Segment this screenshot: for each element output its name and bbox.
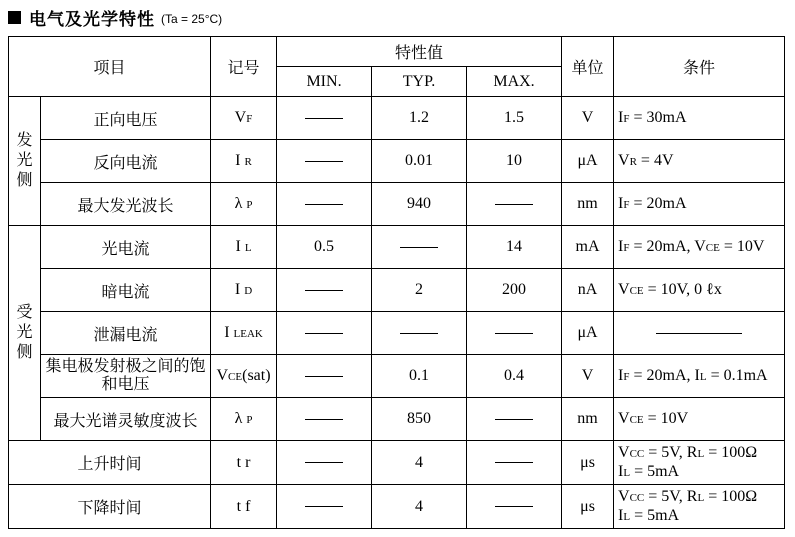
- section-header: [8, 6, 222, 28]
- cond-sub2: L: [699, 370, 707, 383]
- typ-value: 2: [415, 281, 424, 298]
- typ-cell: [372, 398, 467, 441]
- min-dash: [305, 161, 343, 162]
- item-name: [41, 355, 211, 398]
- symbol-text: V: [234, 109, 247, 126]
- symbol: [211, 485, 277, 529]
- min-cell: [277, 269, 372, 312]
- cond-text: = 5V,: [644, 443, 687, 461]
- symbol-subscript: D: [244, 285, 253, 297]
- symbol-subscript: F: [246, 113, 253, 125]
- symbol-text: t f: [236, 497, 251, 515]
- cond-sub: CE: [629, 413, 644, 426]
- cond-var3: I: [618, 506, 624, 524]
- symbol: [211, 441, 277, 485]
- max-cell: [467, 441, 562, 485]
- symbol: [211, 140, 277, 183]
- cond-text3: = 5mA: [630, 506, 680, 524]
- unit: [562, 312, 614, 355]
- cond-var: I: [618, 366, 624, 384]
- max-value: 10: [506, 152, 523, 169]
- max-value: 14: [506, 238, 523, 255]
- max-cell: [467, 97, 562, 140]
- symbol-subscript: P: [246, 414, 253, 426]
- symbol: [211, 312, 277, 355]
- table-row: [9, 97, 785, 140]
- symbol-subscript: L: [244, 242, 252, 254]
- symbol-subscript: CE: [228, 371, 243, 383]
- table-row: [9, 398, 785, 441]
- condition: [614, 312, 785, 355]
- typ-cell: [372, 441, 467, 485]
- table-row: [9, 140, 785, 183]
- condition: [614, 441, 785, 485]
- symbol-subscript: LEAK: [233, 328, 263, 340]
- min-cell: [277, 183, 372, 226]
- unit: [562, 183, 614, 226]
- min-dash: [305, 376, 343, 377]
- table-row: [9, 312, 785, 355]
- max-dash: [495, 419, 533, 420]
- cond-sub: F: [623, 198, 630, 211]
- cond-var: I: [618, 237, 624, 255]
- typ-cell: [372, 97, 467, 140]
- typ-value: 940: [407, 195, 432, 212]
- typ-cell: [372, 140, 467, 183]
- min-value: 0.5: [314, 238, 335, 255]
- max-cell: [467, 485, 562, 529]
- typ-cell: [372, 355, 467, 398]
- typ-value: 0.01: [405, 152, 434, 169]
- group-label-emitter: [9, 97, 41, 226]
- col-header-typ: TYP.: [372, 67, 467, 97]
- item-name-text: 最大光谱灵敏度波长: [53, 412, 198, 430]
- cond-var2: V: [694, 237, 706, 255]
- cond-sub: CC: [629, 491, 645, 504]
- table-row: [9, 183, 785, 226]
- typ-dash: [400, 333, 438, 334]
- unit: [562, 485, 614, 529]
- cond-var: I: [618, 108, 624, 126]
- group-label-receiver: [9, 226, 41, 441]
- typ-value: 1.2: [409, 109, 430, 126]
- symbol-text: I: [224, 324, 234, 341]
- min-dash: [305, 419, 343, 420]
- cond-sub3: L: [623, 466, 631, 479]
- typ-dash: [400, 247, 438, 248]
- cond-var: V: [618, 487, 630, 505]
- item-name-text: 最大发光波长: [77, 197, 174, 215]
- cond-sub: R: [629, 155, 637, 168]
- group-label-text: 发光侧: [16, 132, 33, 189]
- cond-var2: I: [694, 366, 700, 384]
- cond-text2: 0 ℓx: [694, 280, 722, 298]
- symbol-text: λ: [234, 410, 247, 427]
- condition: [614, 183, 785, 226]
- condition: [614, 269, 785, 312]
- condition: [614, 97, 785, 140]
- unit: [562, 355, 614, 398]
- cond-text: = 10V: [643, 409, 689, 427]
- typ-cell: [372, 226, 467, 269]
- symbol-subscript: R: [244, 156, 252, 168]
- symbol: [211, 183, 277, 226]
- min-cell: [277, 140, 372, 183]
- typ-cell: [372, 312, 467, 355]
- unit-text: V: [581, 367, 594, 384]
- item-name-text: 暗电流: [101, 283, 150, 301]
- item-name: [41, 183, 211, 226]
- item-name: [9, 441, 211, 485]
- item-name-text: 下降时间: [77, 500, 142, 517]
- max-cell: [467, 140, 562, 183]
- unit-text: μs: [580, 497, 595, 515]
- col-header-min: MIN.: [277, 67, 372, 97]
- cond-text: = 20mA,: [629, 237, 695, 255]
- unit-text: mA: [575, 238, 600, 255]
- min-cell: [277, 355, 372, 398]
- cond-sub2: L: [697, 491, 705, 504]
- min-dash: [305, 204, 343, 205]
- cond-text2: = 100Ω: [704, 487, 758, 505]
- cond-var2: R: [686, 487, 698, 505]
- symbol-suffix: (sat): [242, 367, 271, 384]
- min-dash: [305, 462, 343, 463]
- cond-text: = 10V,: [643, 280, 695, 298]
- min-cell: [277, 226, 372, 269]
- max-cell: [467, 226, 562, 269]
- cond-sub3: L: [623, 510, 631, 523]
- unit: [562, 398, 614, 441]
- cond-text: = 4V: [636, 151, 674, 169]
- col-header-symbol: 记号: [211, 37, 277, 97]
- typ-cell: [372, 269, 467, 312]
- condition: [614, 226, 785, 269]
- min-cell: [277, 398, 372, 441]
- condition: [614, 355, 785, 398]
- cond-text: = 20mA,: [629, 366, 695, 384]
- symbol: [211, 226, 277, 269]
- unit-text: V: [581, 109, 594, 126]
- typ-value: 850: [407, 410, 432, 427]
- item-name-text: 泄漏电流: [93, 326, 158, 344]
- item-name: [41, 312, 211, 355]
- symbol-text: I: [234, 281, 245, 298]
- unit: [562, 441, 614, 485]
- square-bullet-icon: [8, 11, 21, 24]
- item-name: [41, 269, 211, 312]
- table-row: [9, 226, 785, 269]
- cond-var3: I: [618, 462, 624, 480]
- cond-var: V: [618, 409, 630, 427]
- typ-value: 4: [415, 453, 424, 471]
- symbol: [211, 398, 277, 441]
- typ-value: 4: [415, 497, 424, 515]
- cond-var: V: [618, 443, 630, 461]
- symbol-text: t r: [236, 453, 251, 471]
- max-value: 200: [502, 281, 527, 298]
- symbol-subscript: P: [246, 199, 253, 211]
- min-dash: [305, 506, 343, 507]
- table-row: [9, 485, 785, 529]
- max-dash: [495, 506, 533, 507]
- min-dash: [305, 333, 343, 334]
- unit: [562, 97, 614, 140]
- cond-text2: = 0.1mA: [706, 366, 768, 384]
- item-name: [41, 140, 211, 183]
- min-cell: [277, 485, 372, 529]
- cond-sub2: CE: [705, 241, 720, 254]
- max-dash: [495, 462, 533, 463]
- item-name-text: 上升时间: [77, 456, 142, 473]
- cond-sub: CE: [629, 284, 644, 297]
- cond-var: I: [618, 194, 624, 212]
- item-name-text: 光电流: [101, 240, 150, 258]
- col-header-unit: 单位: [562, 37, 614, 97]
- item-name: [9, 485, 211, 529]
- item-name: [41, 226, 211, 269]
- unit: [562, 269, 614, 312]
- unit-text: nm: [577, 195, 598, 212]
- max-value: 0.4: [504, 367, 525, 384]
- min-cell: [277, 97, 372, 140]
- min-cell: [277, 312, 372, 355]
- typ-value: 0.1: [409, 367, 430, 384]
- unit-text: nm: [577, 410, 598, 427]
- max-cell: [467, 183, 562, 226]
- typ-cell: [372, 183, 467, 226]
- unit: [562, 140, 614, 183]
- cond-text3: = 5mA: [630, 462, 680, 480]
- item-name: [41, 398, 211, 441]
- condition: [614, 485, 785, 529]
- max-cell: [467, 269, 562, 312]
- min-dash: [305, 118, 343, 119]
- max-cell: [467, 398, 562, 441]
- min-cell: [277, 441, 372, 485]
- col-header-item: 项目: [9, 37, 211, 97]
- cond-text: = 30mA: [629, 108, 687, 126]
- item-name-text: 集电极发射极之间的饱和电压: [45, 358, 206, 393]
- cond-sub: CC: [629, 447, 645, 460]
- table-row: [9, 355, 785, 398]
- typ-cell: [372, 485, 467, 529]
- cond-var: V: [618, 151, 630, 169]
- cond-var2: R: [686, 443, 698, 461]
- cond-sub2: L: [697, 447, 705, 460]
- condition: [614, 140, 785, 183]
- symbol-text: I: [235, 238, 245, 255]
- item-name: [41, 97, 211, 140]
- item-name-text: 正向电压: [93, 111, 158, 129]
- cond-sub: F: [623, 112, 630, 125]
- col-header-value: 特性值: [277, 37, 562, 67]
- cond-text2: = 100Ω: [704, 443, 758, 461]
- cond-var: V: [618, 280, 630, 298]
- max-dash: [495, 333, 533, 334]
- min-dash: [305, 290, 343, 291]
- cond-text2: = 10V: [719, 237, 765, 255]
- cond-sub: F: [623, 370, 630, 383]
- symbol: [211, 97, 277, 140]
- symbol: [211, 355, 277, 398]
- cond-text: = 5V,: [644, 487, 687, 505]
- symbol-text: V: [216, 367, 229, 384]
- unit: [562, 226, 614, 269]
- col-header-max: MAX.: [467, 67, 562, 97]
- cond-sub: F: [623, 241, 630, 254]
- cond-text: = 20mA: [629, 194, 687, 212]
- unit-text: μA: [577, 152, 598, 169]
- symbol-text: λ: [234, 195, 247, 212]
- condition: [614, 398, 785, 441]
- spec-table: [8, 36, 785, 529]
- table-row: [9, 269, 785, 312]
- group-label-text: 受光侧: [16, 304, 33, 361]
- max-dash: [495, 204, 533, 205]
- symbol: [211, 269, 277, 312]
- unit-text: μs: [580, 453, 595, 471]
- unit-text: nA: [577, 281, 598, 298]
- section-condition: (Ta = 25°C): [161, 12, 223, 26]
- condition-dash: [656, 333, 742, 334]
- item-name-text: 反向电流: [93, 154, 158, 172]
- max-cell: [467, 355, 562, 398]
- max-cell: [467, 312, 562, 355]
- symbol-text: I: [235, 152, 245, 169]
- table-row: [9, 441, 785, 485]
- col-header-condition: 条件: [614, 37, 785, 97]
- max-value: 1.5: [504, 109, 525, 126]
- section-title: 电气及光学特性: [29, 9, 155, 30]
- unit-text: μA: [577, 324, 598, 341]
